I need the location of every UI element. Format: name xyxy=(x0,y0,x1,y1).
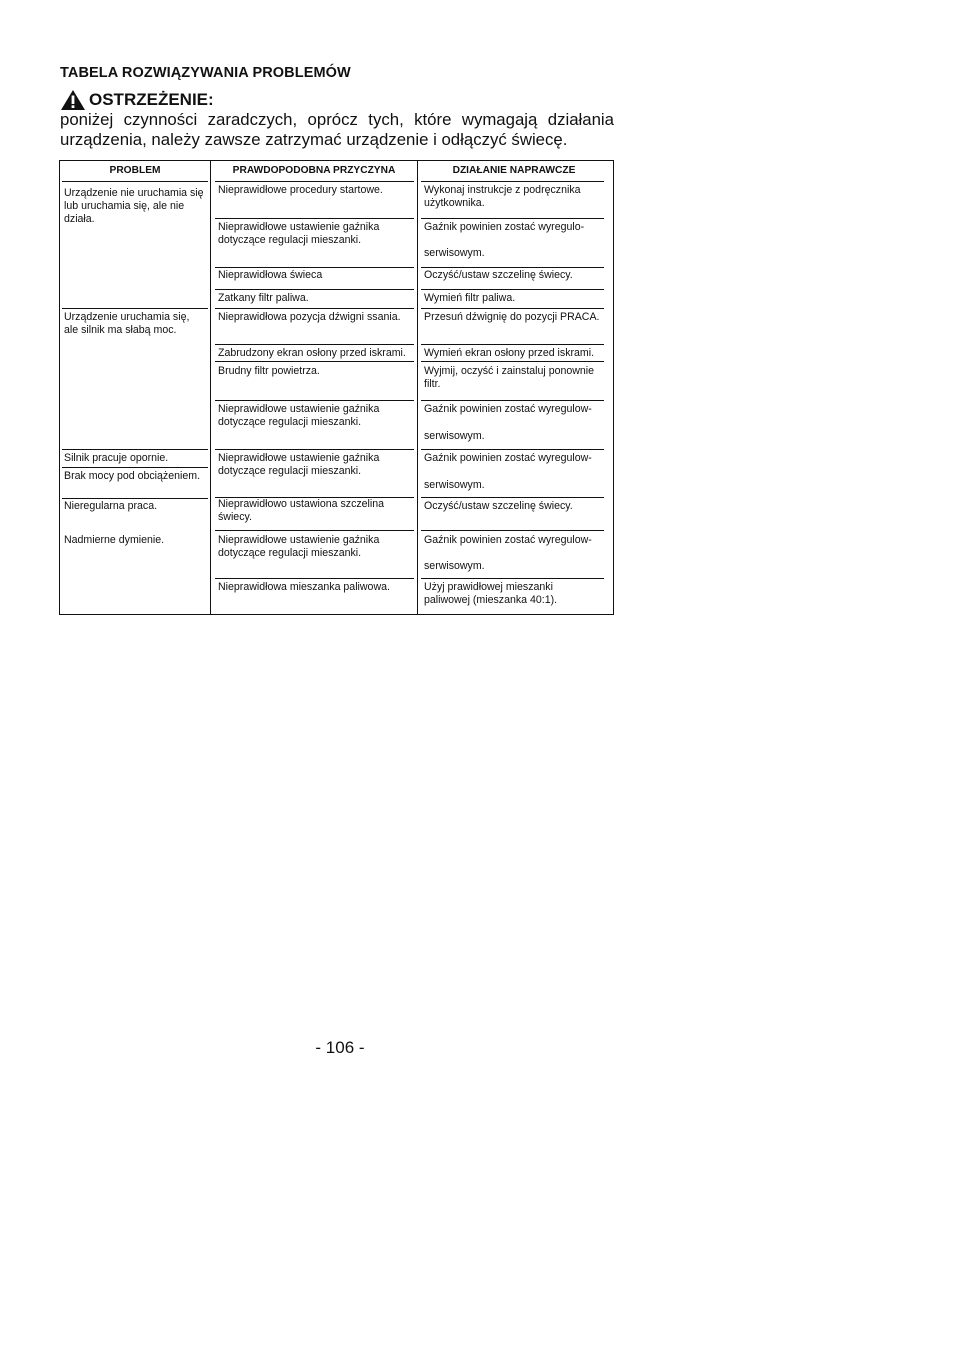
cause-cell: Brudny filtr powietrza. xyxy=(218,365,320,377)
header-cause: PRAWDOPODOBNA PRZYCZYNA xyxy=(232,165,396,176)
warning-text: poniżej czynności zaradczych, oprócz tych, które wymagają działania urządzenia, należy zawsze zatrzymać urządzenie i odłączyć świecę. xyxy=(60,110,614,149)
row-rule xyxy=(62,467,208,468)
row-rule xyxy=(421,181,604,182)
header-action: DZIAŁANIE NAPRAWCZE xyxy=(452,165,576,176)
problem-cell: Urządzenie nie uruchamia się lub uruchamia się, ale nie działa. xyxy=(64,187,204,226)
cause-cell: Nieprawidłowa pozycja dźwigni ssania. xyxy=(218,311,401,323)
row-rule xyxy=(215,400,414,401)
action-cell: Wyjmij, oczyść i zainstaluj ponownie filtr. xyxy=(424,365,595,391)
row-rule xyxy=(215,308,414,309)
action-cell: Wymień ekran osłony przed iskrami. xyxy=(424,347,595,359)
row-rule xyxy=(421,308,604,309)
row-rule xyxy=(421,361,604,362)
row-rule xyxy=(421,267,604,268)
cause-cell: Nieprawidłowe ustawienie gaźnika dotyczące regulacji mieszanki. xyxy=(218,534,380,560)
warning-title: OSTRZEŻENIE: xyxy=(89,90,214,109)
cause-cell: Nieprawidłowa świeca xyxy=(218,269,323,281)
row-rule xyxy=(215,181,414,182)
row-rule xyxy=(62,449,208,450)
row-rule xyxy=(215,361,414,362)
action-cell: Użyj prawidłowej mieszanki paliwowej (mieszanka 40:1). xyxy=(424,581,558,607)
cause-cell: Nieprawidłowo ustawiona szczelina świecy. xyxy=(218,498,385,524)
row-rule xyxy=(421,449,604,450)
row-rule xyxy=(215,578,414,579)
action-cell: serwisowym. xyxy=(424,430,485,442)
row-rule xyxy=(215,218,414,219)
warning-heading xyxy=(60,88,214,112)
action-cell: Gaźnik powinien zostać wyregulo- xyxy=(424,221,585,233)
column-divider xyxy=(210,161,211,614)
row-rule xyxy=(62,498,208,499)
action-cell: Wymień filtr paliwa. xyxy=(424,292,516,304)
cause-cell: Nieprawidłowe ustawienie gaźnika dotyczące regulacji mieszanki. xyxy=(218,221,380,247)
problem-cell: Nadmierne dymienie. xyxy=(64,534,165,546)
action-cell: Oczyść/ustaw szczelinę świecy. xyxy=(424,269,573,281)
cause-cell: Nieprawidłowe procedury startowe. xyxy=(218,184,383,196)
row-rule xyxy=(421,497,604,498)
action-cell: serwisowym. xyxy=(424,560,485,572)
cause-cell: Zabrudzony ekran osłony przed iskrami. xyxy=(218,347,406,359)
header-problem: PROBLEM xyxy=(109,165,161,176)
action-cell: Gaźnik powinien zostać wyregulow- xyxy=(424,403,592,415)
row-rule xyxy=(421,289,604,290)
problem-cell: Urządzenie uruchamia się, ale silnik ma słabą moc. xyxy=(64,311,190,337)
action-cell: Oczyść/ustaw szczelinę świecy. xyxy=(424,500,573,512)
action-cell: serwisowym. xyxy=(424,247,485,259)
warning-triangle-icon xyxy=(60,89,86,111)
action-cell: serwisowym. xyxy=(424,479,485,491)
problem-cell: Silnik pracuje opornie. xyxy=(64,452,169,464)
row-rule xyxy=(215,344,414,345)
problem-cell: Brak mocy pod obciążeniem. xyxy=(64,470,201,482)
row-rule xyxy=(421,344,604,345)
row-rule xyxy=(215,289,414,290)
action-cell: Przesuń dźwignię do pozycji PRACA. xyxy=(424,311,600,323)
problem-cell: Nieregularna praca. xyxy=(64,500,158,512)
row-rule xyxy=(421,218,604,219)
cause-cell: Zatkany filtr paliwa. xyxy=(218,292,309,304)
action-cell: Wykonaj instrukcje z podręcznika użytkownika. xyxy=(424,184,581,210)
row-rule xyxy=(215,267,414,268)
row-rule xyxy=(421,530,604,531)
row-rule xyxy=(421,400,604,401)
row-rule xyxy=(62,308,208,309)
page-number: - 106 - xyxy=(315,1038,365,1057)
row-rule xyxy=(215,449,414,450)
action-cell: Gaźnik powinien zostać wyregulow- xyxy=(424,534,592,546)
cause-cell: Nieprawidłowe ustawienie gaźnika dotyczące regulacji mieszanki. xyxy=(218,452,380,478)
cause-cell: Nieprawidłowe ustawienie gaźnika dotyczące regulacji mieszanki. xyxy=(218,403,380,429)
row-rule xyxy=(215,530,414,531)
row-rule xyxy=(62,181,208,182)
row-rule xyxy=(421,578,604,579)
cause-cell: Nieprawidłowa mieszanka paliwowa. xyxy=(218,581,390,593)
troubleshooting-table xyxy=(59,160,614,615)
column-divider xyxy=(417,161,418,614)
action-cell: Gaźnik powinien zostać wyregulow- xyxy=(424,452,592,464)
section-title: TABELA ROZWIĄZYWANIA PROBLEMÓW xyxy=(60,65,351,81)
